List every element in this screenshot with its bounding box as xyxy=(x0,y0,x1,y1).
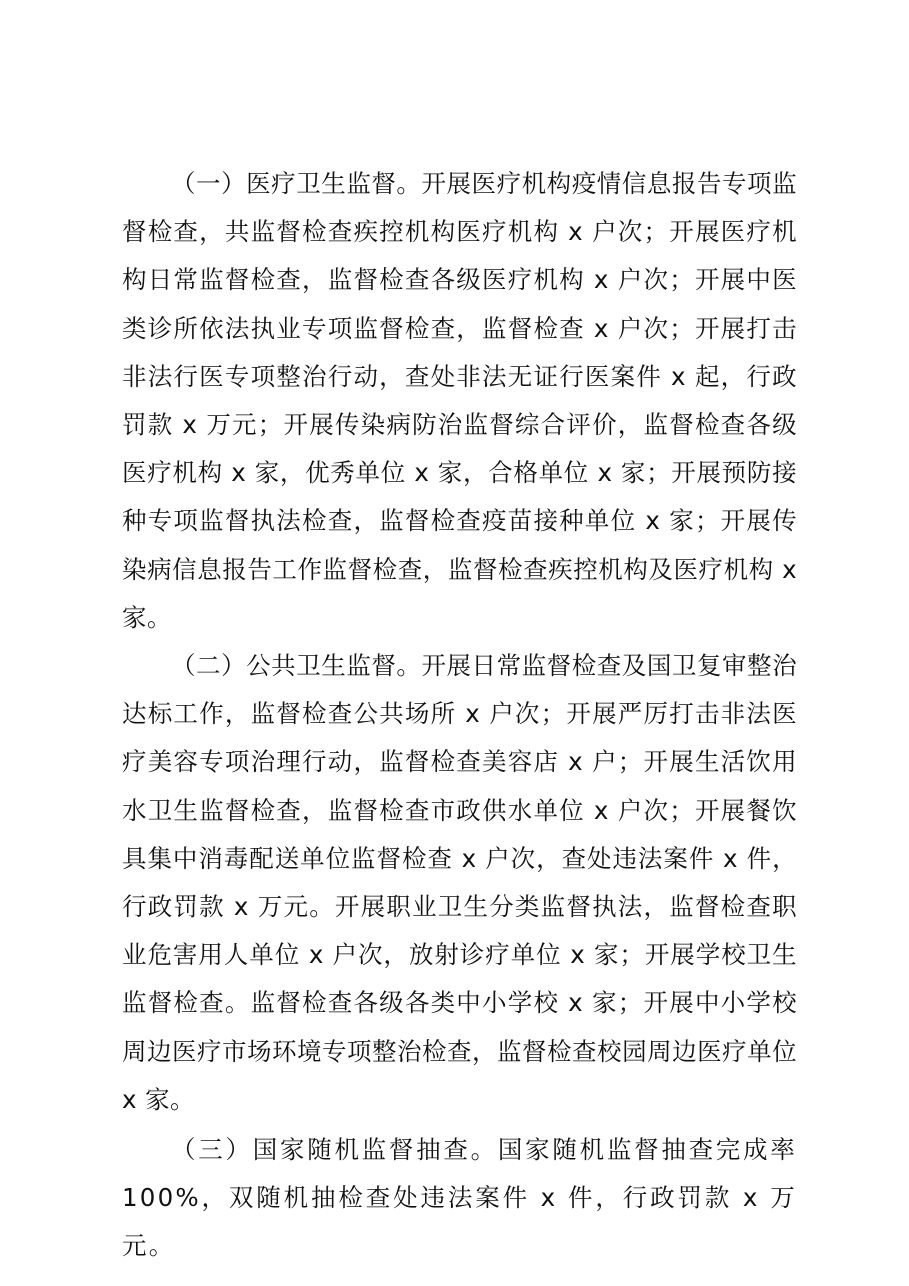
paragraph-public-health-supervision: （二）公共卫生监督。开展日常监督检查及国卫复审整治达标工作，监督检查公共场所 x 户次；开展严厉打击非法医疗美容专项治理行动，监督检查美容店 x 户；开展生活饮用水卫生监督检查，监督检查市政供水单位 x 户次；开展餐饮具集中消毒配送单位监督检查 x 户次，查处违法案件 x 件，行政罚款 x 万元。开展职业卫生分类监督执法，监督检查职业危害用人单位 x 户次，放射诊疗单位 x 家；开展学校卫生监督检查。监督检查各级各类中小学校 x 家；开展中小学校周边医疗市场环境专项整治检查，监督检查校园周边医疗单位 x 家。 xyxy=(122,651,797,1114)
paragraph-medical-supervision: （一）医疗卫生监督。开展医疗机构疫情信息报告专项监督检查，共监督检查疾控机构医疗机构 x 户次；开展医疗机构日常监督检查，监督检查各级医疗机构 x 户次；开展中医类诊所依法执业专项监督检查，监督检查 x 户次；开展打击非法行医专项整治行动，查处非法无证行医案件 x 起，行政罚款 x 万元；开展传染病防治监督综合评价，监督检查各级医疗机构 x 家，优秀单位 x 家，合格单位 x 家；开展预防接种专项监督执法检查，监督检查疫苗接种单位 x 家；开展传染病信息报告工作监督检查，监督检查疾控机构及医疗机构 x 家。 xyxy=(122,169,797,632)
paragraph-random-inspection: （三）国家随机监督抽查。国家随机监督抽查完成率100%，双随机抽检查处违法案件 x 件，行政罚款 x 万元。 xyxy=(122,1135,797,1261)
document-body xyxy=(122,160,797,1271)
